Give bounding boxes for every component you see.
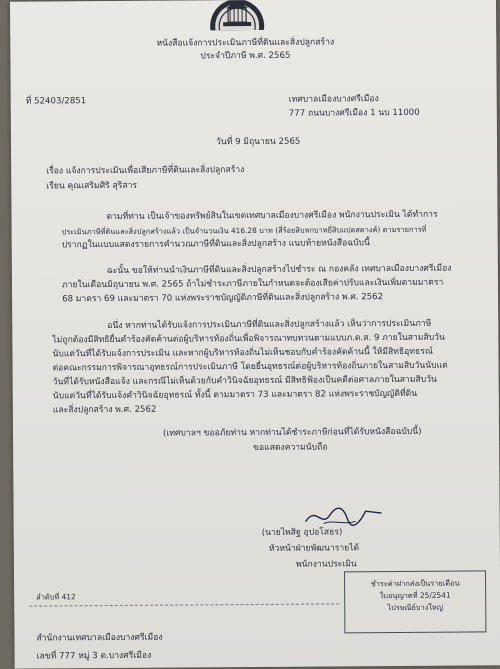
letter-title: หนังสือแจ้งการประเมินภาษีที่ดินและสิ่งปลูกสร้าง (130, 37, 360, 50)
postage-line: ชำระค่าฝากส่งเป็นรายเดือน (345, 577, 485, 590)
para2-line: ภายในเดือนมิถุนายน พ.ศ. 2565 ถ้าไม่ชำระภาษีภายในกำหนดจะต้องเสียค่าปรับและเงินเพิ่มตามมาตรา (62, 278, 443, 292)
para3-line: อนึ่ง หากท่านได้รับแจ้งการประเมินภาษีที่ดินและสิ่งปลูกสร้างแล้ว เห็นว่าการประเมินภาษี (107, 319, 431, 332)
para3-line: ต่อคณะกรรมการพิจารณาอุทธรณ์การประเมินภาษี โดยยื่นอุทธรณ์ต่อผู้บริหารท้องถิ่นภายในสามสิบวันนับแต่ (53, 361, 448, 375)
footer-office: สำนักงานเทศบาลเมืองบางศรีเมือง (36, 633, 162, 645)
postage-line: ใบอนุญาตที่ 25/2541 (345, 589, 485, 602)
signer-position: หัวหน้าฝ่ายพัฒนารายได้ (269, 543, 359, 555)
para1-line: ตามที่ท่าน เป็นเจ้าของทรัพย์สินในเขตเทศบาลเมืองบางศรีเมือง พนักงานประเมิน ได้ทำการ (106, 210, 437, 223)
tax-year: ประจำปีภาษี พ.ศ. 2565 (130, 50, 360, 63)
letter-date: วันที่ 9 มิถุนายน 2565 (216, 137, 300, 149)
signer-name: (นายไพสิฐ อุปอโสธร) (262, 527, 343, 539)
para3-line: และสิ่งปลูกสร้าง พ.ศ. 2562 (53, 405, 157, 417)
para2-line: 68 มาตรา 69 และมาตรา 70 แห่งพระราชบัญญัติภาษีที่ดินและสิ่งปลูกสร้าง พ.ศ. 2562 (62, 292, 383, 305)
reference-number: ที่ 52403/2851 (26, 96, 87, 107)
para1-line: ประเมินภาษีที่ดินและสิ่งปลูกสร้างแล้ว เป็นจำนวนเงิน 416.28 บาท (สี่ร้อยสิบหกบาทยี่สิบแปดสตางค์) ตามรายการที่ (62, 224, 427, 238)
issuer-name: เทศบาลเมืองบางศรีเมือง (289, 94, 379, 106)
municipal-seal-icon (208, 0, 266, 30)
postage-line: ไปรษณีย์บางใหญ่ (345, 601, 485, 614)
para3-line: นับแต่วันที่ได้รับแจ้งคำวินิจฉัยอุทธรณ์ ทั้งนี้ ตามมาตรา 73 และมาตรา 82 แห่งพระราชบัญญัติที่ดิน (53, 389, 417, 403)
apology-note: (เทศบาลฯ ขออภัยท่าน หากท่านได้ชำระภาษีก่อนที่ได้รับหนังสือฉบับนี้) (163, 427, 422, 440)
para3-line: วันที่ได้รับหนังสือแจ้ง และกรณีไม่เห็นด้วยกับคำวินิจฉัยอุทธรณ์ มีสิทธิฟ้องเป็นคดีต่อศาลภายในสามสิบวัน (53, 375, 437, 389)
para1-line: ปรากฏในแบบแสดงรายการคำนวณภาษีที่ดินและสิ่งปลูกสร้าง แนบท้ายหนังสือฉบับนี้ (62, 238, 370, 251)
document-number: ลำดับที่ 412 (36, 591, 76, 602)
postage-permit-box (344, 570, 486, 633)
issuer-address: 777 ถนนบางศรีเมือง 1 นบ 11000 (289, 108, 420, 120)
para2-line: ฉะนั้น ขอให้ท่านนำเงินภาษีที่ดินและสิ่งปลูกสร้างไปชำระ ณ กองคลัง เทศบาลเมืองบางศรีเมือง (107, 264, 452, 277)
divider (29, 603, 339, 606)
para3-line: ไม่ถูกต้องมีสิทธิยื่นคำร้องคัดค้านต่อผู้บริหารท้องถิ่นเพื่อพิจารณาทบทวนตามแบบภ.ด.ส. 9 ภายในสามสิบวัน (52, 333, 445, 347)
salutation: เรียน คุณเสริมศิริ สุริสาร (46, 181, 137, 193)
subject-line: เรื่อง แจ้งการประเมินเพื่อเสียภาษีที่ดินและสิ่งปลูกสร้าง (46, 165, 244, 177)
signer-role: พนักงานประเมิน (296, 559, 357, 570)
para3-line: นับแต่วันที่ได้รับแจ้งการประเมิน และหากผู้บริหารท้องถิ่นไม่เห็นชอบกับคำร้องคัดค้านนี้ ให้มีสิทธิอุทธรณ์ (52, 347, 432, 361)
letter-page (10, 0, 500, 669)
footer-address: เลขที่ 777 หมู่ 3 ต.บางศรีเมือง (37, 651, 152, 663)
closing-phrase: ขอแสดงความนับถือ (253, 442, 327, 454)
